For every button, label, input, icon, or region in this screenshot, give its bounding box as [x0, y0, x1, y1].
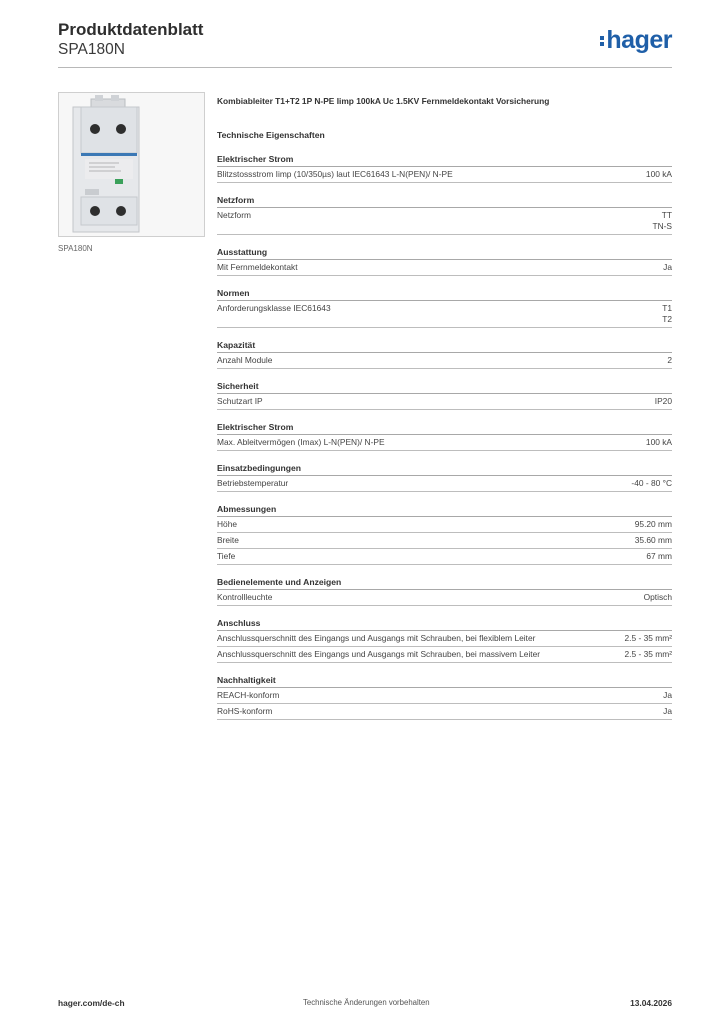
- surge-arrester-illustration: [59, 93, 204, 236]
- spec-value-line: 35.60 mm: [634, 535, 672, 545]
- section-title: Bedienelemente und Anzeigen: [217, 577, 672, 590]
- spec-section: [217, 422, 672, 451]
- spec-row: [217, 647, 672, 663]
- spec-label: Netzform: [217, 210, 251, 220]
- spec-label: Anforderungsklasse IEC61643: [217, 303, 331, 313]
- spec-row: [217, 533, 672, 549]
- spec-value-line: T2: [662, 314, 672, 324]
- spec-label: Höhe: [217, 519, 238, 529]
- spec-value-line: T1: [662, 303, 672, 313]
- spec-label: Anzahl Module: [217, 355, 273, 365]
- spec-label: Tiefe: [217, 551, 236, 561]
- spec-value: [663, 690, 672, 701]
- product-image: [58, 92, 205, 237]
- spec-value: [625, 633, 672, 644]
- spec-row: [217, 208, 672, 235]
- product-description: Kombiableiter T1+T2 1P N-PE Iimp 100kA Uc 1.5KV Fernmeldekontakt Vorsicherung: [217, 96, 550, 106]
- section-title: Elektrischer Strom: [217, 422, 672, 435]
- logo-dots-icon: [600, 34, 605, 48]
- spec-label: Betriebstemperatur: [217, 478, 289, 488]
- image-caption: SPA180N: [58, 244, 93, 253]
- spec-value: [646, 437, 672, 448]
- header-divider: [58, 67, 672, 68]
- spec-value-line: IP20: [654, 396, 672, 406]
- product-code: SPA180N: [58, 41, 125, 58]
- section-title: Normen: [217, 288, 672, 301]
- spec-row: [217, 631, 672, 647]
- footer-disclaimer: Technische Änderungen vorbehalten: [303, 998, 430, 1007]
- spec-value: [667, 355, 672, 366]
- spec-row: [217, 549, 672, 565]
- section-title: Sicherheit: [217, 381, 672, 394]
- spec-value: [646, 551, 672, 562]
- spec-value-line: 2.5 - 35 mm²: [624, 633, 672, 643]
- spec-row: [217, 353, 672, 369]
- spec-value-line: Ja: [663, 262, 672, 272]
- spec-row: [217, 688, 672, 704]
- spec-section: [217, 675, 672, 720]
- spec-value-line: 100 kA: [645, 169, 672, 179]
- spec-label: RoHS-konform: [217, 706, 273, 716]
- page-title: Produktdatenblatt: [58, 20, 204, 39]
- spec-row: [217, 167, 672, 183]
- spec-row: [217, 260, 672, 276]
- spec-label: Anschlussquerschnitt des Eingangs und Ausgangs mit Schrauben, bei massivem Leiter: [217, 649, 541, 659]
- spec-label: Blitzstossstrom Iimp (10/350µs) laut IEC61643 L-N(PEN)/ N-PE: [217, 169, 453, 179]
- section-title: Elektrischer Strom: [217, 154, 672, 167]
- spec-label: Kontrollleuchte: [217, 592, 273, 602]
- section-title: Netzform: [217, 195, 672, 208]
- footer-date: 13.04.2026: [630, 998, 672, 1008]
- spec-value-line: 67 mm: [646, 551, 672, 561]
- hager-logo: [600, 26, 672, 55]
- spec-value-line: -40 - 80 °C: [631, 478, 672, 488]
- spec-value-line: TN-S: [652, 221, 672, 231]
- spec-sections: [217, 154, 672, 720]
- spec-value: [663, 706, 672, 717]
- spec-value: [663, 262, 672, 273]
- spec-section: [217, 618, 672, 663]
- spec-value: [646, 169, 672, 180]
- spec-section: [217, 195, 672, 235]
- section-title: Ausstattung: [217, 247, 672, 260]
- spec-value: [662, 303, 672, 325]
- technical-properties-heading: Technische Eigenschaften: [217, 130, 325, 140]
- spec-value: [655, 396, 672, 407]
- spec-value-line: Ja: [663, 706, 672, 716]
- section-title: Nachhaltigkeit: [217, 675, 672, 688]
- spec-row: [217, 301, 672, 328]
- spec-section: [217, 381, 672, 410]
- spec-row: [217, 476, 672, 492]
- spec-value-line: Ja: [663, 690, 672, 700]
- spec-value: [635, 519, 672, 530]
- footer-website: hager.com/de-ch: [58, 998, 125, 1008]
- spec-value-line: 2: [667, 355, 672, 365]
- section-title: Einsatzbedingungen: [217, 463, 672, 476]
- spec-value-line: 95.20 mm: [634, 519, 672, 529]
- spec-section: [217, 504, 672, 565]
- section-title: Kapazität: [217, 340, 672, 353]
- section-title: Abmessungen: [217, 504, 672, 517]
- spec-value: [644, 592, 672, 603]
- spec-row: [217, 435, 672, 451]
- spec-value: [652, 210, 672, 232]
- spec-section: [217, 577, 672, 606]
- spec-section: [217, 288, 672, 328]
- spec-value: [625, 649, 672, 660]
- spec-value-line: TT: [661, 210, 672, 220]
- spec-label: Anschlussquerschnitt des Eingangs und Ausgangs mit Schrauben, bei flexiblem Leiter: [217, 633, 536, 643]
- spec-section: [217, 247, 672, 276]
- spec-label: Schutzart IP: [217, 396, 263, 406]
- spec-label: Max. Ableitvermögen (Imax) L-N(PEN)/ N-PE: [217, 437, 385, 447]
- spec-section: [217, 154, 672, 183]
- spec-label: REACH-konform: [217, 690, 280, 700]
- spec-row: [217, 704, 672, 720]
- spec-row: [217, 517, 672, 533]
- logo-text: hager: [606, 26, 672, 54]
- specification-column: [217, 96, 672, 732]
- spec-value-line: 100 kA: [645, 437, 672, 447]
- section-title: Anschluss: [217, 618, 672, 631]
- spec-value-line: Optisch: [643, 592, 672, 602]
- spec-row: [217, 590, 672, 606]
- spec-section: [217, 463, 672, 492]
- spec-label: Mit Fernmeldekontakt: [217, 262, 298, 272]
- spec-value: [635, 535, 672, 546]
- spec-value-line: 2.5 - 35 mm²: [624, 649, 672, 659]
- spec-section: [217, 340, 672, 369]
- spec-label: Breite: [217, 535, 239, 545]
- spec-value: [631, 478, 672, 489]
- spec-row: [217, 394, 672, 410]
